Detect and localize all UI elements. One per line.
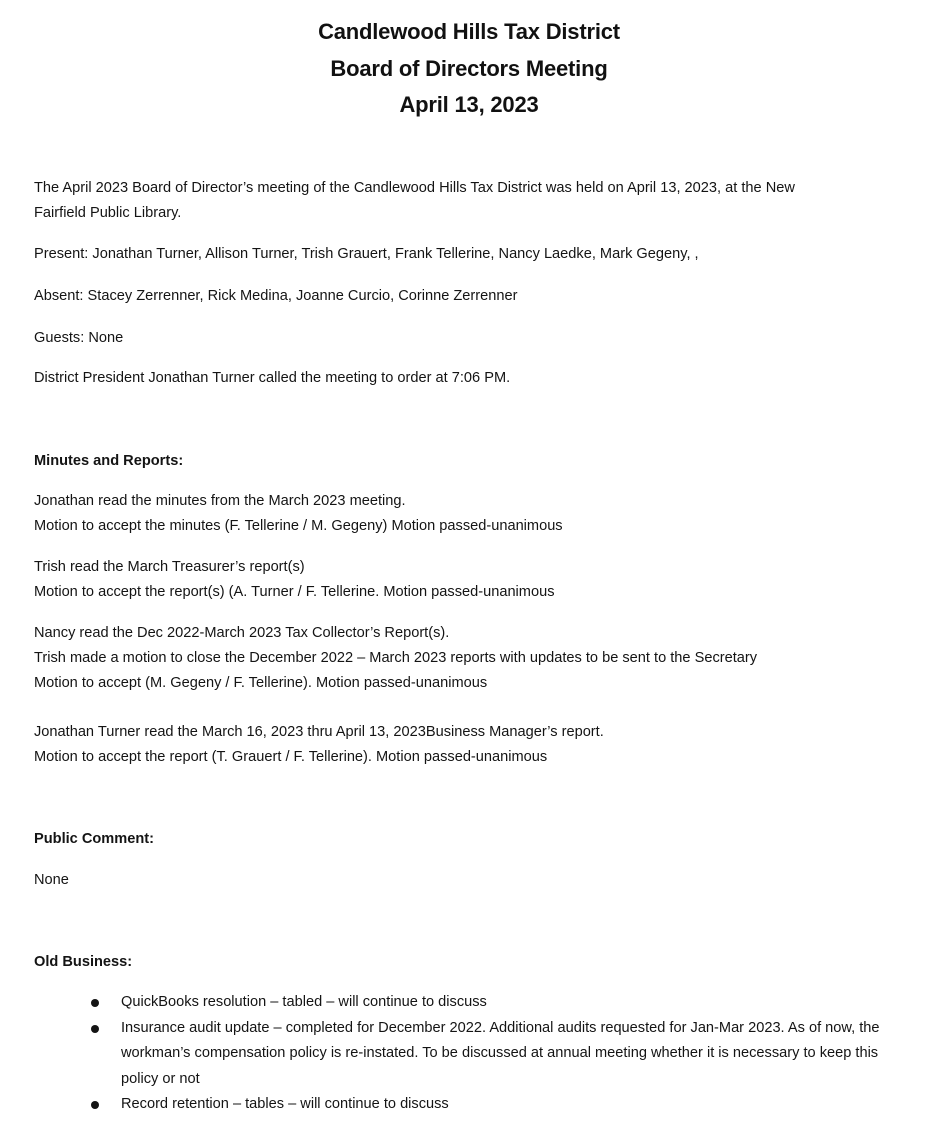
business-manager-motion-line: Motion to accept the report (T. Grauert / F. Tellerine). Motion passed-unanimous [34,749,548,765]
attendees-present: Present: Jonathan Turner, Allison Turner, Trish Grauert, Frank Tellerine, Nancy Laedke, Mark Gegeny, , [34,246,699,262]
public-comment-text: None [34,872,69,888]
treasurer-motion-line: Motion to accept the report(s) (A. Turner / F. Tellerine. Motion passed-unanimous [34,584,555,600]
section-heading-public-comment: Public Comment: [34,831,154,847]
meeting-date: April 13, 2023 [399,92,539,117]
intro-line-2: Fairfield Public Library. [34,205,182,221]
bullet-icon [91,1101,99,1109]
attendees-absent: Absent: Stacey Zerrenner, Rick Medina, Joanne Curcio, Corinne Zerrenner [34,288,518,304]
intro-line-1: The April 2023 Board of Director’s meeting of the Candlewood Hills Tax District was held on April 13, 2023, at the New [34,180,795,196]
call-to-order: District President Jonathan Turner called the meeting to order at 7:06 PM. [34,370,511,386]
document-title [0,14,934,124]
list-item-text: Record retention – tables – will continue to discuss [121,1096,449,1112]
business-manager-report-line: Jonathan Turner read the March 16, 2023 thru April 13, 2023Business Manager’s report. [34,724,604,740]
district-name: Candlewood Hills Tax District [318,19,620,44]
tax-collector-report-line: Nancy read the Dec 2022-March 2023 Tax Collector’s Report(s). [34,625,450,641]
bullet-icon [91,999,99,1007]
bullet-icon [91,1025,99,1033]
meeting-name: Board of Directors Meeting [330,55,608,81]
treasurer-report-line: Trish read the March Treasurer’s report(s) [34,559,305,575]
list-item-text: Insurance audit update – completed for December 2022. Additional audits requested for Jan-Mar 2023. As of now, the workman’s compensation policy is re-instated. To be discussed at annual meeting whether it is necessary to keep this policy or not [121,1020,880,1087]
section-heading-old-business: Old Business: [34,954,133,970]
tax-collector-close-motion-line: Trish made a motion to close the December 2022 – March 2023 reports with updates to be sent to the Secretary [34,650,758,666]
tax-collector-accept-motion-line: Motion to accept (M. Gegeny / F. Tellerine). Motion passed-unanimous [34,675,488,691]
section-heading-minutes-reports: Minutes and Reports: [34,453,184,469]
minutes-paragraph-line: Jonathan read the minutes from the March 2023 meeting. [34,493,406,509]
minutes-motion-line: Motion to accept the minutes (F. Tellerine / M. Gegeny) Motion passed-unanimous [34,518,563,534]
list-item-text: QuickBooks resolution – tabled – will continue to discuss [121,994,487,1010]
guests: Guests: None [34,330,124,346]
